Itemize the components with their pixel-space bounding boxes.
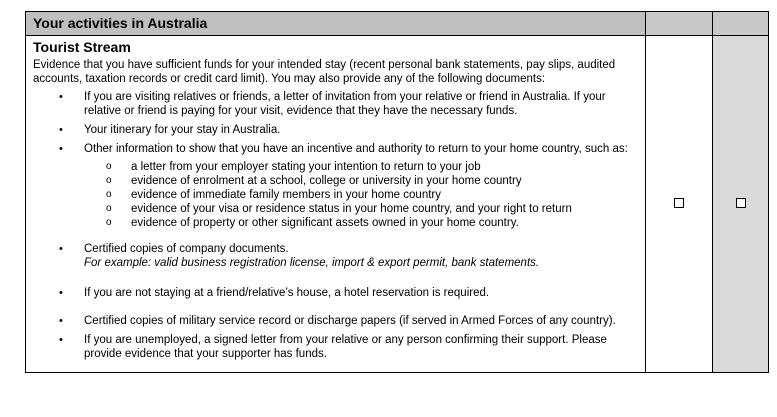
bullet-marker: • <box>59 124 63 136</box>
bullet-marker: • <box>59 91 63 103</box>
applicant-check-cell <box>646 36 713 373</box>
sub-list-item-text: evidence of property or other significant assets owned in your home country. <box>131 217 519 229</box>
header-check-column-2 <box>713 12 769 36</box>
sub-list-item-text: a letter from your employer stating your intention to return to your job <box>131 161 481 173</box>
list-item-text: If you are unemployed, a signed letter from your relative or any person confirming their support. Please provide evidence that your supporter has funds. <box>84 334 607 360</box>
list-item <box>33 314 639 328</box>
sub-bullet-marker: o <box>106 203 112 214</box>
list-item-text: Your itinerary for your stay in Australia. <box>84 124 281 136</box>
list-item <box>33 242 639 270</box>
sub-list-item <box>84 160 639 174</box>
company-documents-example: For example: valid business registration license, import & export permit, bank statements. <box>84 257 540 269</box>
sub-list-item-text: evidence of immediate family members in your home country <box>131 189 441 201</box>
sub-bullet-marker: o <box>106 217 112 228</box>
sub-list-item-text: evidence of enrolment at a school, college or university in your home country <box>131 175 522 187</box>
bullet-marker: • <box>59 143 63 155</box>
sub-list-item-text: evidence of your visa or residence status in your home country, and your right to return <box>131 203 572 215</box>
list-item <box>33 90 639 118</box>
header-check-column-1 <box>646 12 713 36</box>
bullet-marker: • <box>59 243 63 255</box>
activities-checklist-table <box>25 11 769 373</box>
applicant-checkbox[interactable] <box>674 198 684 208</box>
tourist-stream-content <box>26 36 646 373</box>
section-header-row <box>26 12 769 36</box>
sub-list-item <box>84 202 639 216</box>
sub-list-item <box>84 216 639 230</box>
bullet-marker: • <box>59 334 63 346</box>
list-item-text: Certified copies of military service record or discharge papers (if served in Armed Forces of any country). <box>84 315 616 327</box>
tourist-stream-row <box>26 36 769 373</box>
stream-title: Tourist Stream <box>33 39 131 55</box>
office-check-cell <box>713 36 769 373</box>
sub-bullet-marker: o <box>106 175 112 186</box>
bullet-marker: • <box>59 287 63 299</box>
list-item-text: If you are not staying at a friend/relative’s house, a hotel reservation is required. <box>84 287 490 299</box>
section-title: Your activities in Australia <box>33 15 208 31</box>
list-item <box>33 333 639 361</box>
list-item-text: Other information to show that you have an incentive and authority to return to your home country, such as: <box>84 143 628 155</box>
stream-intro: Evidence that you have sufficient funds for your intended stay (recent personal bank statements, pay slips, audited accounts, taxation records or credit card limit). You may also provide any of the following documents: <box>33 59 616 85</box>
section-header-cell <box>26 12 646 36</box>
sub-bullet-marker: o <box>106 189 112 200</box>
list-item-text: If you are visiting relatives or friends, a letter of invitation from your relative or friend in Australia. If your relative or friend is paying for your visit, evidence that they have the necessary funds. <box>84 91 606 117</box>
document-list <box>33 90 639 361</box>
office-checkbox[interactable] <box>736 198 746 208</box>
sub-bullet-marker: o <box>106 161 112 172</box>
list-item <box>33 286 639 300</box>
list-item <box>33 123 639 137</box>
bullet-marker: • <box>59 315 63 327</box>
sub-list-item <box>84 174 639 188</box>
list-item-text: Certified copies of company documents. <box>84 243 289 255</box>
sub-list-item <box>84 188 639 202</box>
list-item <box>33 142 639 230</box>
return-evidence-sublist <box>84 160 639 230</box>
